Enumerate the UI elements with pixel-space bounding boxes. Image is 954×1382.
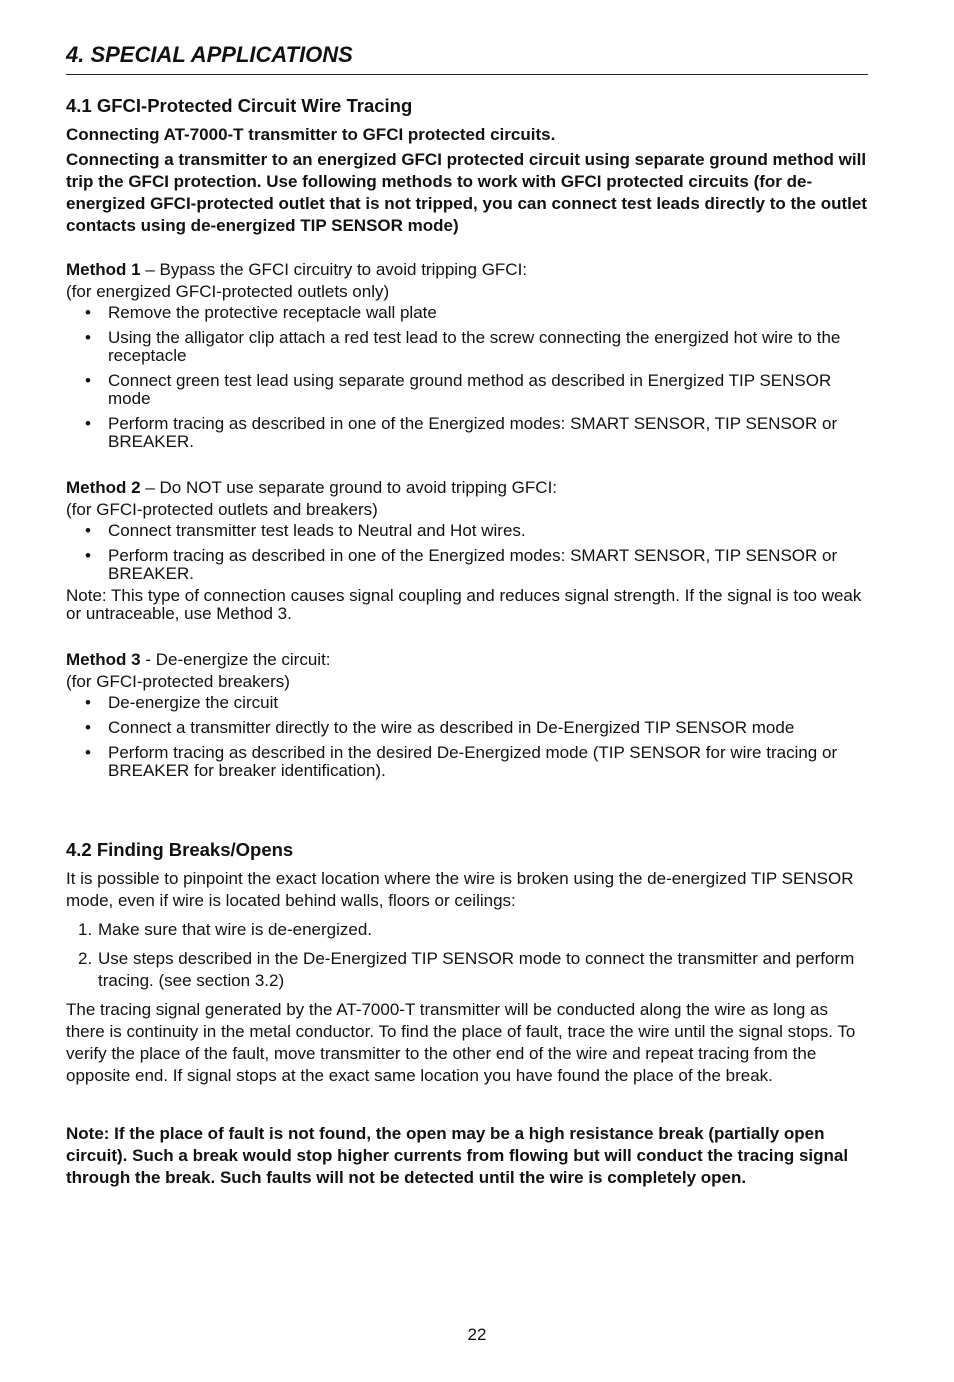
section-heading-gfci: 4.1 GFCI-Protected Circuit Wire Tracing	[66, 95, 413, 116]
list-item: • Perform tracing as described in one of the Energized modes: SMART SENSOR, TIP SENSOR or BREAKER.	[66, 415, 868, 451]
step-text: Make sure that wire is de-energized.	[98, 920, 373, 939]
method-3-heading	[66, 649, 868, 671]
method-3-list	[66, 694, 868, 780]
method-2-list	[66, 522, 868, 583]
list-item: • Using the alligator clip attach a red test lead to the screw connecting the energized hot wire to the receptacle	[66, 329, 868, 365]
method-1-label: Method 1	[66, 260, 141, 279]
method-1-title: – Bypass the GFCI circuitry to avoid tripping GFCI:	[140, 260, 528, 279]
list-item: • Perform tracing as described in one of the Energized modes: SMART SENSOR, TIP SENSOR or BREAKER.	[66, 547, 868, 583]
list-item: • Remove the protective receptacle wall plate	[66, 304, 868, 322]
step-number: 2.	[78, 949, 93, 968]
steps-list	[66, 919, 868, 992]
method-3-scope: (for GFCI-protected breakers)	[66, 672, 290, 691]
method-1-heading	[66, 259, 868, 281]
step-number: 1.	[78, 920, 93, 939]
list-item: • Connect green test lead using separate ground method as described in Energized TIP SENSOR mode	[66, 372, 868, 408]
page-content	[66, 40, 868, 1189]
method-2-note: Note: This type of connection causes signal coupling and reduces signal strength. If the signal is too weak or untraceable, use Method 3.	[66, 586, 862, 623]
list-item	[66, 948, 868, 992]
section-2-intro: It is possible to pinpoint the exact location where the wire is broken using the de-energized TIP SENSOR mode, even if wire is located behind walls, floors or ceilings:	[66, 869, 854, 910]
section-2-body: The tracing signal generated by the AT-7000-T transmitter will be conducted along the wire as long as there is continuity in the metal conductor. To find the place of fault, trace the wire until the signal stops. To verify the place of the fault, move transmitter to the other end of the wire and repeat tracing from the opposite end. If signal stops at the exact same location you have found the place of the break.	[66, 1000, 856, 1085]
page-number: 22	[467, 1325, 487, 1344]
list-item: • Connect a transmitter directly to the wire as described in De-Energized TIP SENSOR mode	[66, 719, 868, 737]
method-3-label: Method 3	[66, 650, 141, 669]
method-2-heading	[66, 477, 868, 499]
method-3-title: - De-energize the circuit:	[140, 650, 331, 669]
intro-bold-2: Connecting a transmitter to an energized GFCI protected circuit using separate ground method will trip the GFCI protection. Use following methods to work with GFCI protected circuits (for de-energized GFCI-protected outlet that is not tripped, you can connect test leads directly to the outlet contacts using de-energized TIP SENSOR mode)	[66, 150, 867, 235]
section-heading-breaks: 4.2 Finding Breaks/Opens	[66, 839, 294, 860]
section-2-note: Note: If the place of fault is not found, the open may be a high resistance break (partially open circuit). Such a break would stop higher currents from flowing but will conduct the tracing signal through the break. Such faults will not be detected until the wire is completely open.	[66, 1124, 849, 1187]
step-text: Use steps described in the De-Energized TIP SENSOR mode to connect the transmitter and perform tracing. (see section 3.2)	[98, 949, 855, 990]
list-item	[66, 919, 868, 941]
method-1-scope: (for energized GFCI-protected outlets only)	[66, 282, 390, 301]
method-1-list	[66, 304, 868, 451]
method-2-scope: (for GFCI-protected outlets and breakers)	[66, 500, 378, 519]
list-item: • Connect transmitter test leads to Neutral and Hot wires.	[66, 522, 868, 540]
chapter-title: 4. SPECIAL APPLICATIONS	[66, 40, 868, 75]
list-item: • De-energize the circuit	[66, 694, 868, 712]
method-2-label: Method 2	[66, 478, 141, 497]
method-2-title: – Do NOT use separate ground to avoid tripping GFCI:	[140, 478, 558, 497]
intro-bold-1: Connecting AT-7000-T transmitter to GFCI protected circuits.	[66, 125, 556, 144]
list-item: • Perform tracing as described in the desired De-Energized mode (TIP SENSOR for wire tracing or BREAKER for breaker identification).	[66, 744, 868, 780]
